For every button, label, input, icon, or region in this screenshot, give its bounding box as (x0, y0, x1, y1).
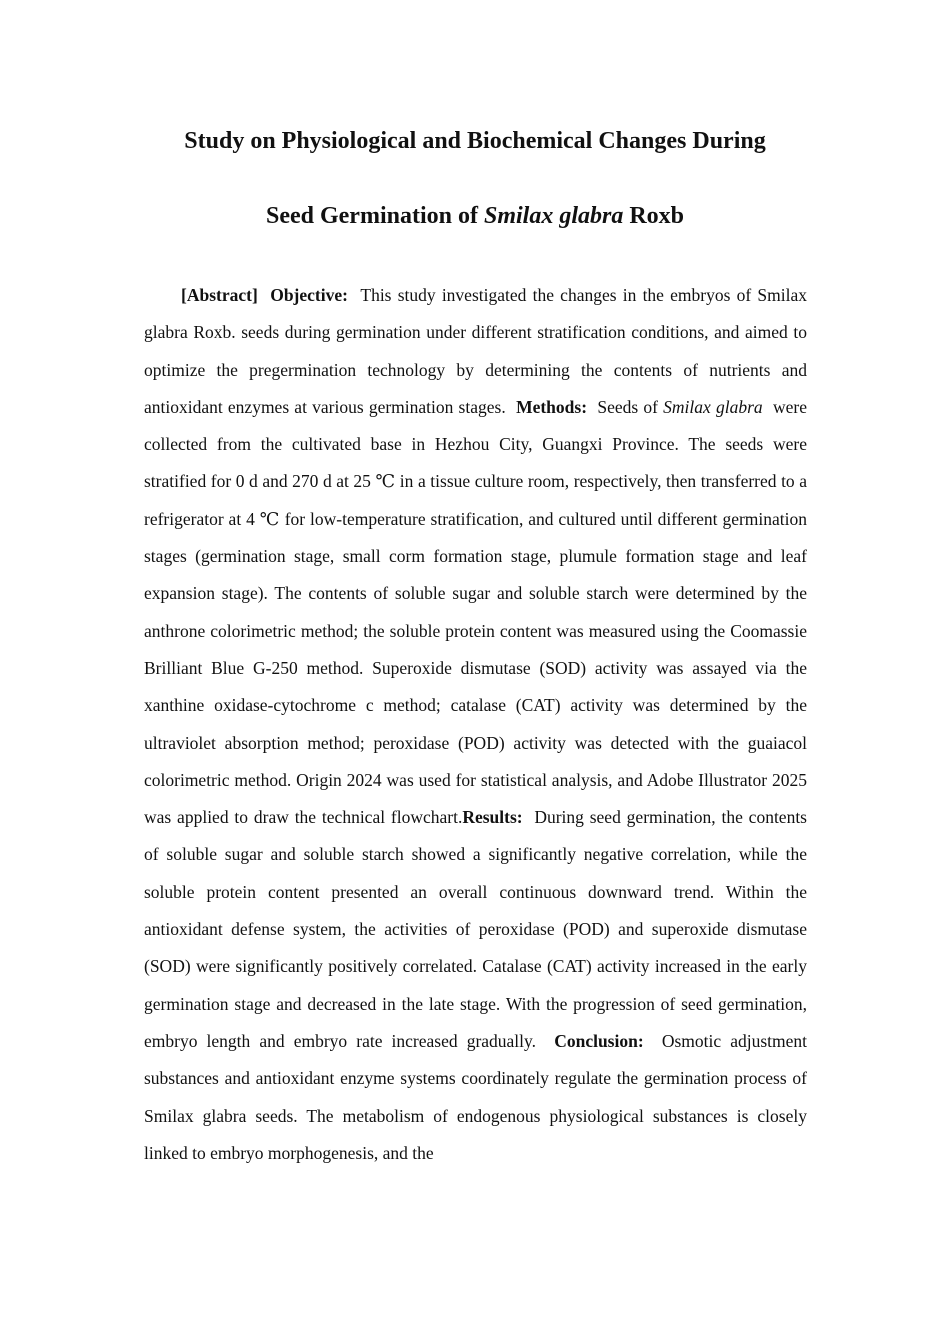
objective-text: This study investigated the changes in the embryos of Smilax glabra Roxb. seeds during germination under different stratification conditions, and aimed to optimize the pregermination technology by determining the contents of nutrients and antioxidant enzymes at various germination stages. (144, 285, 808, 417)
abstract-tag: [Abstract] (181, 285, 258, 305)
title-line-2-suffix: Roxb (629, 203, 685, 229)
methods-species-name: Smilax glabra (663, 396, 763, 417)
title-line-2-prefix: Seed Germination of (265, 203, 478, 229)
title-species-name: Smilax glabra (483, 203, 624, 229)
results-label: Results: (462, 807, 523, 828)
results-text: During seed germination, the contents of soluble sugar and soluble starch showed a significantly negative correlation, while the soluble protein content presented an overall continuous downward trend. Within the antioxidant defense system, the activities of peroxidase (POD) and superoxide dismutase (SOD) were significantly positively correlated. Catalase (CAT) activity increased in the early germination stage and decreased in the late stage. With the progression of seed germination, embryo length and embryo rate increased gradually. (144, 807, 807, 1051)
abstract-paragraph (144, 277, 807, 1172)
title-line-1-text: Study on Physiological and Biochemical Changes During (184, 128, 766, 154)
conclusion-label: Conclusion: (554, 1030, 644, 1051)
conclusion-text: Osmotic adjustment substances and antioxidant enzyme systems coordinately regulate the germination process of Smilax glabra seeds. The metabolism of endogenous physiological substances is closely linked to embryo morphogenesis, and the (144, 1030, 808, 1163)
methods-pre-text: Seeds of (597, 396, 658, 417)
paper-title-line-2 (100, 201, 850, 231)
paper-title-line-1 (100, 126, 850, 156)
objective-label: Objective: (270, 285, 348, 305)
methods-text: were collected from the cultivated base in Hezhou City, Guangxi Province. The seeds were stratified for 0 d and 270 d at 25 ℃ in a tissue culture room, respectively, then transferred to a refrigerator at 4 ℃ for low-temperature stratification, and cultured until different germination stages (germination stage, small corm formation stage, plumule formation stage and leaf expansion stage). The contents of soluble sugar and soluble starch were determined by the anthrone colorimetric method; the soluble protein content was measured using the Coomassie Brilliant Blue G-250 method. Superoxide dismutase (SOD) activity was assayed via the xanthine oxidase-cytochrome c method; catalase (CAT) activity was determined by the ultraviolet absorption method; peroxidase (POD) activity was detected with the guaiacol colorimetric method. Origin 2024 was used for statistical analysis, and Adobe Illustrator 2025 was applied to draw the technical flowchart. (144, 396, 808, 828)
methods-label: Methods: (516, 396, 588, 417)
